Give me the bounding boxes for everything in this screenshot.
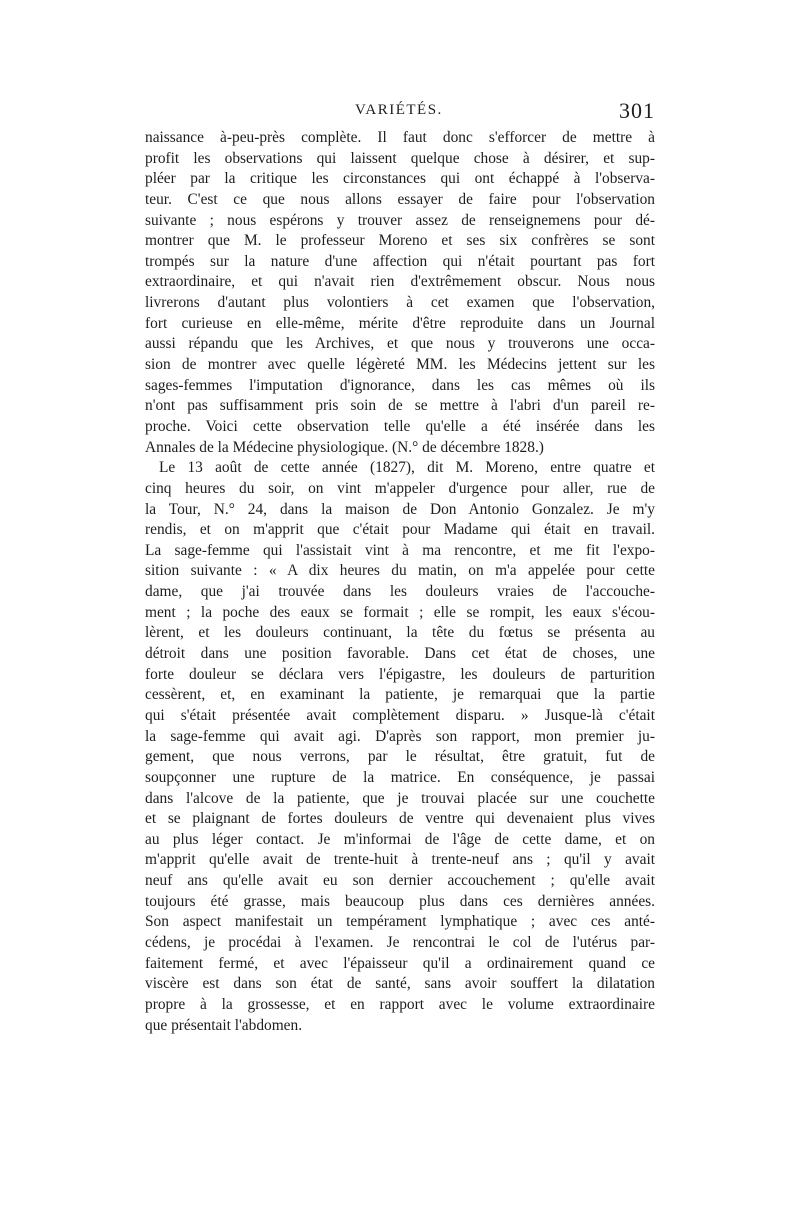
text-line: que présentait l'abdomen. xyxy=(145,1016,303,1034)
text-line: extraordinaire, et qui n'avait rien d'extrêmement obscur. Nous nous xyxy=(145,273,655,291)
text-line: gement, que nous verrons, par le résultat, être gratuit, fut de xyxy=(145,748,655,766)
text-line: profit les observations qui laissent quelque chose à désirer, et sup- xyxy=(145,149,655,167)
text-line: sition suivante : « A dix heures du matin, on m'a appelée pour cette xyxy=(145,562,655,580)
text-line: soupçonner une rupture de la matrice. En conséquence, je passai xyxy=(145,768,655,786)
text-line: sion de montrer avec quelle légèreté MM. les Médecins jettent sur les xyxy=(145,356,655,374)
text-line: livrerons d'autant plus volontiers à cet examen que l'observation, xyxy=(145,294,655,312)
text-line: détroit dans une position favorable. Dans cet état de choses, une xyxy=(145,645,655,663)
text-line: ment ; la poche des eaux se formait ; elle se rompit, les eaux s'écou- xyxy=(145,603,655,621)
text-line: proche. Voici cette observation telle qu'elle a été insérée dans les xyxy=(145,417,655,435)
text-line: sages-femmes l'imputation d'ignorance, dans les cas mêmes où ils xyxy=(145,376,655,394)
text-line: cessèrent, et, en examinant la patiente, je remarquai que la partie xyxy=(145,686,655,704)
text-line: neuf ans qu'elle avait eu son dernier accouchement ; qu'elle avait xyxy=(145,872,655,890)
running-head: VARIÉTÉS. xyxy=(355,102,443,118)
text-line: suivante ; nous espérons y trouver assez de renseignemens pour dé- xyxy=(145,211,655,229)
text-line: trompés sur la nature d'une affection qui n'était pourtant pas fort xyxy=(145,252,655,270)
text-line: m'apprit qu'elle avait de trente-huit à trente-neuf ans ; qu'il y avait xyxy=(145,851,655,869)
text-line: la sage-femme qui avait agi. D'après son rapport, mon premier ju- xyxy=(145,727,655,745)
text-line: teur. C'est ce que nous allons essayer de faire pour l'observation xyxy=(145,190,655,208)
text-line: cédens, je procédai à l'examen. Je rencontrai le col de l'utérus par- xyxy=(145,933,655,951)
text-line: forte douleur se déclara vers l'épigastre, les douleurs de parturition xyxy=(145,665,655,683)
text-line: et se plaignant de fortes douleurs de ventre qui devenaient plus vives xyxy=(145,810,655,828)
text-line: La sage-femme qui l'assistait vint à ma rencontre, et me fit l'expo- xyxy=(145,541,655,559)
body-text xyxy=(145,128,655,1036)
text-line: toujours été grasse, mais beaucoup plus dans ces dernières années. xyxy=(145,892,655,910)
text-line: dame, que j'ai trouvée dans les douleurs vraies de l'accouche- xyxy=(145,583,655,601)
text-line: faitement fermé, et avec l'épaisseur qu'il a ordinairement quand ce xyxy=(145,954,655,972)
text-line: au plus léger contact. Je m'informai de l'âge de cette dame, et on xyxy=(145,830,655,848)
text-line: cinq heures du soir, on vint m'appeler d'urgence pour aller, rue de xyxy=(145,479,655,497)
text-line: Annales de la Médecine physiologique. (N.° de décembre 1828.) xyxy=(145,438,544,456)
page-number: 301 xyxy=(619,98,655,123)
text-line: montrer que M. le professeur Moreno et ses six confrères se sont xyxy=(145,232,655,250)
text-line: pléer par la critique les circonstances qui ont échappé à l'observa- xyxy=(145,170,655,188)
page-header xyxy=(145,98,655,128)
text-line: n'ont pas suffisamment pris soin de se mettre à l'abri d'un pareil re- xyxy=(145,397,655,415)
text-line: qui s'était présentée avait complètement disparu. » Jusque-là c'était xyxy=(145,706,655,724)
text-line: lèrent, et les douleurs continuant, la tête du fœtus se présenta au xyxy=(145,624,655,642)
text-line: Le 13 août de cette année (1827), dit M. Moreno, entre quatre et xyxy=(159,459,655,477)
text-line: naissance à-peu-près complète. Il faut donc s'efforcer de mettre à xyxy=(145,129,655,146)
text-line: rendis, et on m'apprit que c'était pour Madame qui était en travail. xyxy=(145,521,655,539)
text-line: aussi répandu que les Archives, et que nous y trouverons une occa- xyxy=(145,335,655,353)
text-line: dans l'alcove de la patiente, que je trouvai placée sur une couchette xyxy=(145,789,655,807)
text-line: propre à la grossesse, et en rapport avec le volume extraordinaire xyxy=(145,995,655,1013)
text-line: Son aspect manifestait un tempérament lymphatique ; avec ces anté- xyxy=(145,913,655,931)
text-line: la Tour, N.° 24, dans la maison de Don Antonio Gonzalez. Je m'y xyxy=(145,500,655,518)
text-line: viscère est dans son état de santé, sans avoir souffert la dilatation xyxy=(145,975,655,993)
text-line: fort curieuse en elle-même, mérite d'être reproduite dans un Journal xyxy=(145,314,655,332)
